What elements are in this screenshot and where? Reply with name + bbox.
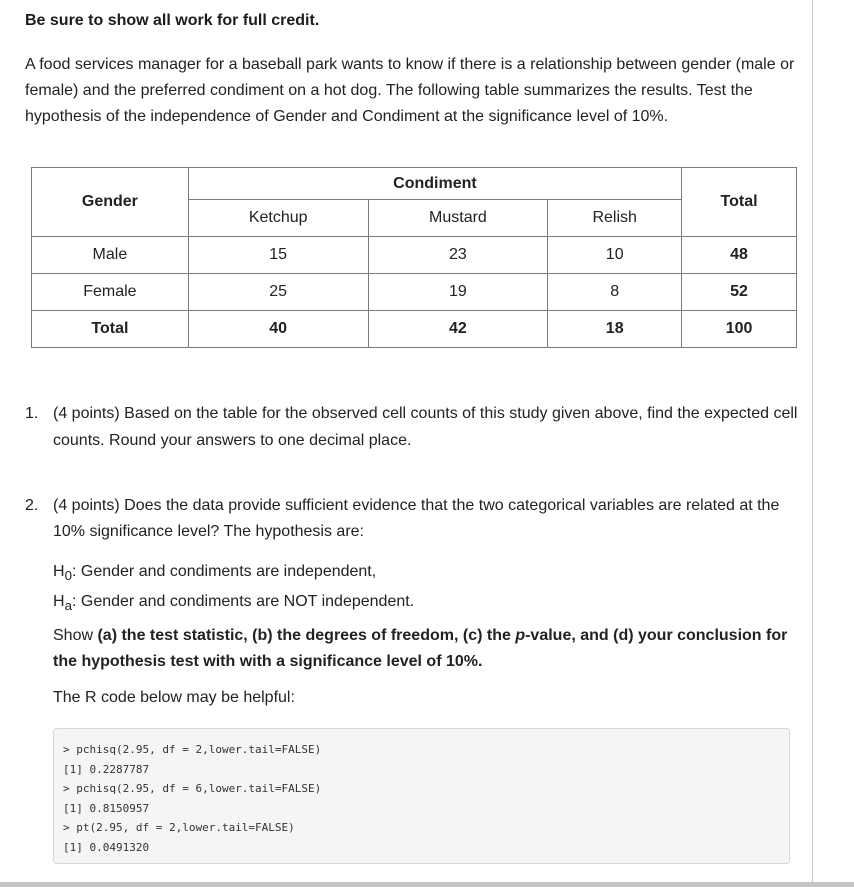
hypotheses [53, 559, 414, 619]
question-1 [25, 400, 805, 454]
show-instructions: Show (a) the test statistic, (b) the degrees of freedom, (c) the p-value, and (d) your conclusion for the hypothesis test with with a significance level of 10%. [53, 627, 788, 670]
table-cell: 23 [368, 237, 548, 274]
code-line: [1] 0.0491320 [63, 840, 150, 854]
code-line: > pt(2.95, df = 2,lower.tail=FALSE) [63, 821, 295, 834]
row-total-male: 48 [682, 237, 797, 274]
table-cell: 25 [188, 274, 368, 311]
column-header-mustard: Mustard [368, 200, 548, 237]
column-header-ketchup: Ketchup [188, 200, 368, 237]
r-code-label: The R code below may be helpful: [53, 689, 295, 706]
right-divider [812, 0, 813, 882]
bottom-scroll-edge [0, 882, 854, 887]
alternative-hypothesis: $H_a$: Gender and condiments are NOT independent. [53, 593, 415, 614]
code-line: > pchisq(2.95, df = 2,lower.tail=FALSE) [63, 743, 322, 756]
table-cell: 19 [368, 274, 548, 311]
column-total-ketchup: 40 [188, 311, 368, 348]
table-cell: 8 [548, 274, 682, 311]
grand-total: 100 [682, 311, 797, 348]
row-label-female: Female [32, 274, 189, 311]
instructions-heading: Be sure to show all work for full credit. [25, 12, 320, 29]
table-cell: 15 [188, 237, 368, 274]
column-header-relish: Relish [548, 200, 682, 237]
code-line: [1] 0.8150957 [63, 801, 150, 815]
table-row [32, 237, 797, 274]
total-header: Total [682, 168, 797, 237]
column-total-mustard: 42 [368, 311, 548, 348]
condiment-header: Condiment [188, 168, 681, 200]
question-1-number: 1. [25, 405, 39, 422]
code-line: [1] 0.2287787 [63, 762, 150, 776]
row-label-total: Total [32, 311, 189, 348]
table-header-row [32, 168, 797, 200]
table-row [32, 274, 797, 311]
question-2-number: 2. [25, 497, 39, 514]
row-total-female: 52 [682, 274, 797, 311]
column-total-relish: 18 [548, 311, 682, 348]
question-2-text: (4 points) Does the data provide sufficient evidence that the two categorical variables are related at the 10% significance level? The hypothesis are: [53, 497, 780, 540]
contingency-table [31, 167, 797, 348]
table-cell: 10 [548, 237, 682, 274]
r-code-block [53, 728, 790, 864]
gender-header: Gender [32, 168, 189, 237]
code-line: > pchisq(2.95, df = 6,lower.tail=FALSE) [63, 782, 322, 795]
question-1-text: (4 points) Based on the table for the observed cell counts of this study given above, find the expected cell counts. Round your answers to one decimal place. [53, 405, 798, 449]
table-row-total [32, 311, 797, 348]
question-2 [25, 493, 805, 545]
problem-description: A food services manager for a baseball park wants to know if there is a relationship between gender (male or female) and the preferred condiment on a hot dog. The following table summarizes the results. Test the hypothesis of the independence of Gender and Condiment at the significance level of 10%. [25, 56, 795, 125]
row-label-male: Male [32, 237, 189, 274]
null-hypothesis: $H_0$: Gender and condiments are independent, [53, 563, 377, 584]
